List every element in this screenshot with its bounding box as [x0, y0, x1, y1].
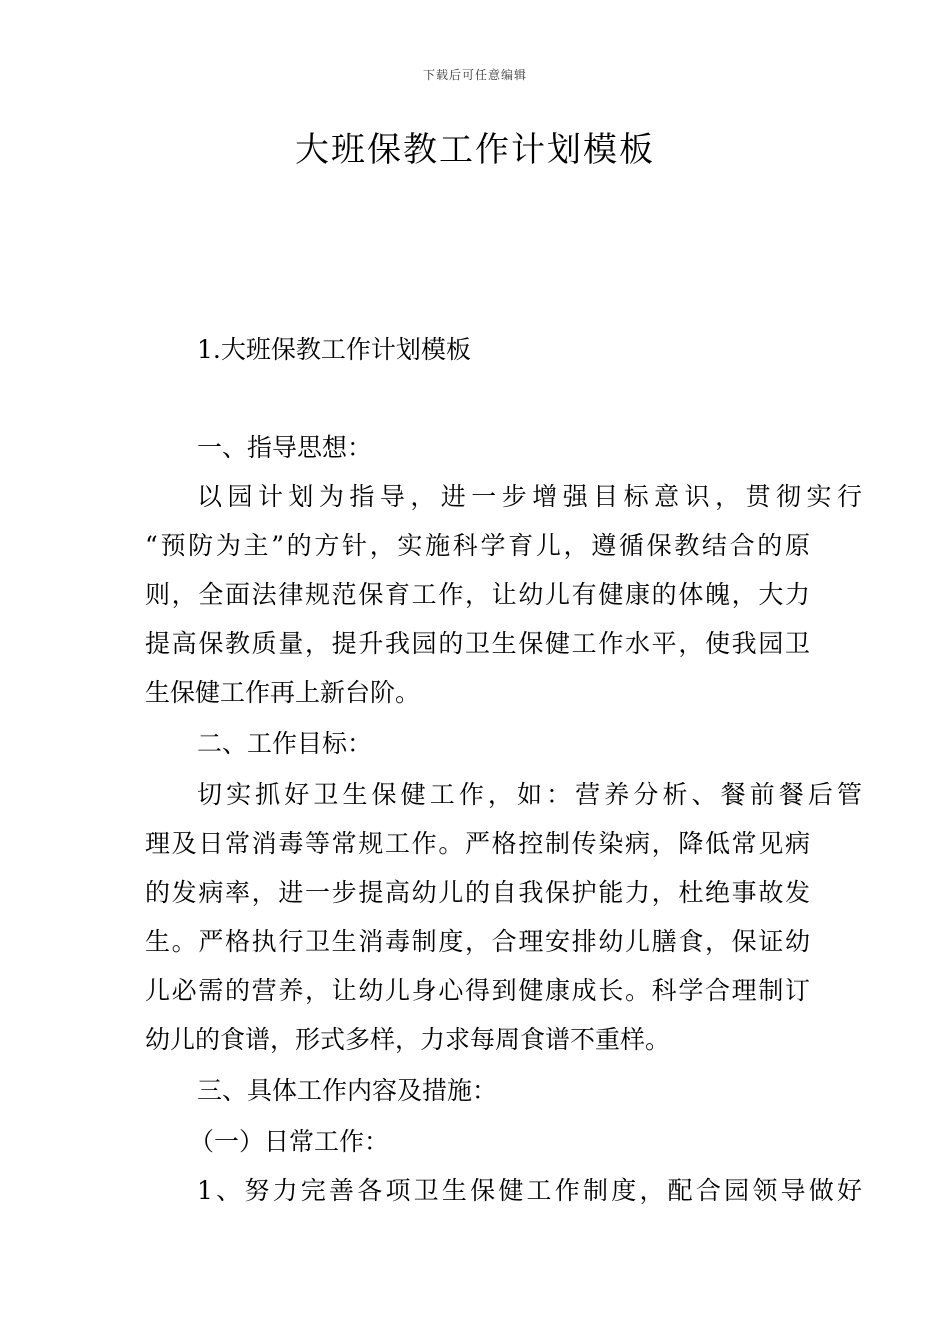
section2-paragraph-line: 理及日常消毒等常规工作。严格控制传染病，降低常见病: [145, 829, 810, 858]
section2-paragraph-line: 生。严格执行卫生消毒制度，合理安排幼儿膳食，保证幼: [145, 927, 810, 956]
section-heading-guiding-ideology: 一、指导思想：: [197, 433, 373, 462]
section2-paragraph-line: 切实抓好卫生保健工作，如：营养分析、餐前餐后管: [197, 780, 862, 809]
item-line: 1、努力完善各项卫生保健工作制度，配合园领导做好: [197, 1176, 862, 1205]
section2-paragraph-line: 儿必需的营养，让幼儿身心得到健康成长。科学合理制订: [145, 976, 810, 1005]
document-title: 大班保教工作计划模板: [295, 130, 655, 170]
section1-paragraph-line: 生保健工作再上新台阶。: [145, 678, 421, 707]
header-note: 下载后可任意编辑: [422, 68, 527, 82]
document-subtitle: 1.大班保教工作计划模板: [197, 335, 471, 364]
section1-paragraph-line: 以园计划为指导，进一步增强目标意识，贯彻实行: [197, 482, 862, 511]
subsection-heading-daily-work: （一）日常工作：: [189, 1127, 390, 1156]
section-heading-work-goals: 二、工作目标：: [197, 729, 373, 758]
section1-paragraph-line: 提高保教质量，提升我园的卫生保健工作水平，使我园卫: [145, 629, 810, 658]
section-heading-specific-content: 三、具体工作内容及措施：: [197, 1076, 498, 1105]
section1-paragraph-line: “预防为主”的方针，实施科学育儿，遵循保教结合的原: [145, 531, 810, 560]
section1-paragraph-line: 则，全面法律规范保育工作，让幼儿有健康的体魄，大力: [145, 580, 810, 609]
section2-paragraph-line: 幼儿的食谱，形式多样，力求每周食谱不重样。: [145, 1025, 671, 1054]
section2-paragraph-line: 的发病率，进一步提高幼儿的自我保护能力，杜绝事故发: [145, 878, 810, 907]
